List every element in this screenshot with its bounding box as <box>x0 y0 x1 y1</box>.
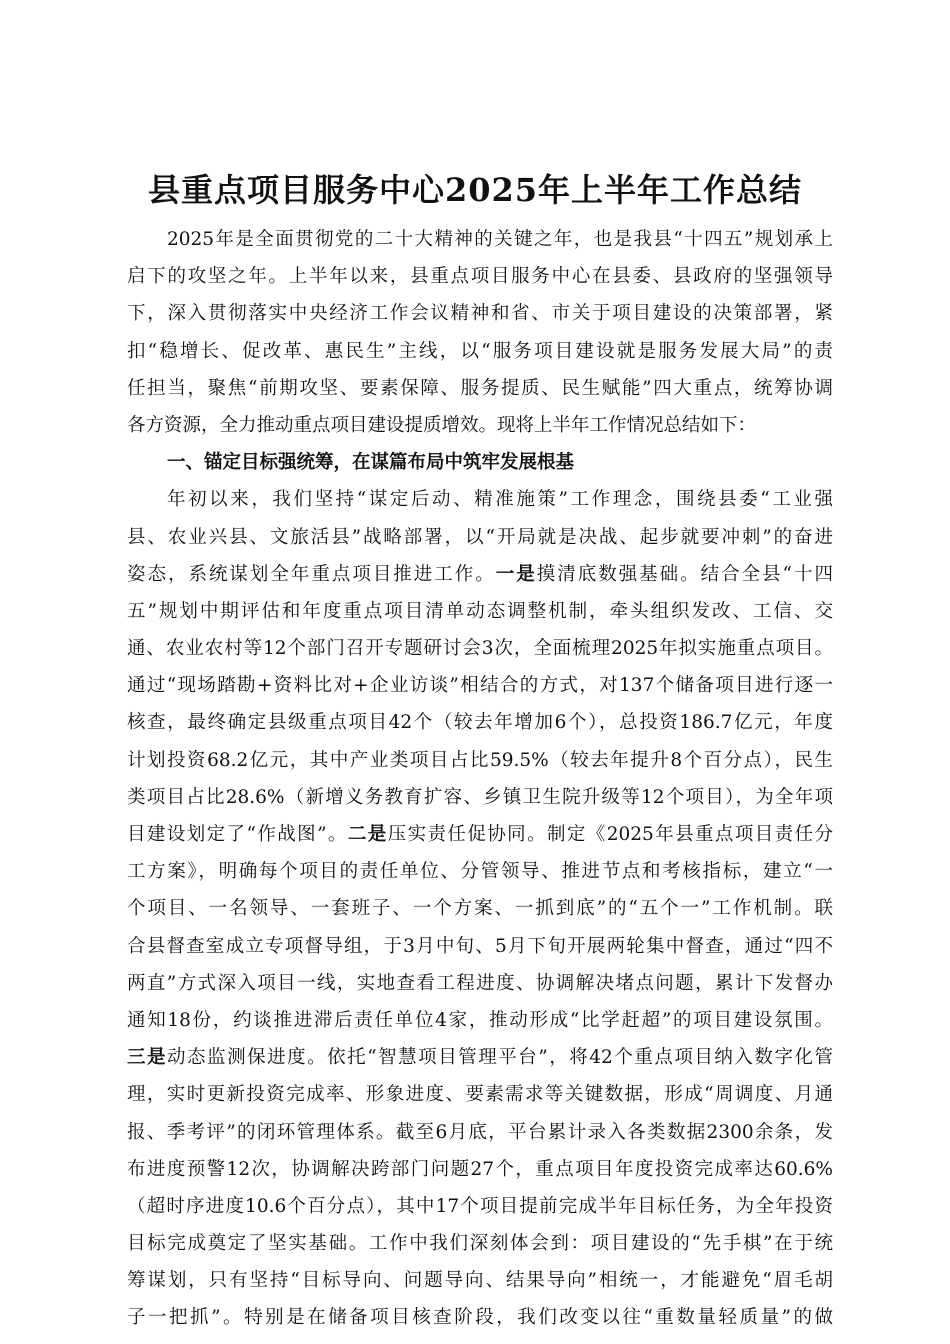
emphasis-label: 二是 <box>347 824 388 845</box>
paragraph-line: 年初以来，我们坚持“谋定后动、精准施策”工作理念，围绕县委“工业强 <box>167 489 833 511</box>
paragraph-line: 通、农业农村等12个部门召开专题研讨会3次，全面梳理2025年拟实施重点项目。 <box>127 638 833 660</box>
text-run: 目建设划定了“作战图”。 <box>127 824 348 845</box>
text-run: 摸清底数强基础。结合全县“十四 <box>536 563 833 585</box>
paragraph-line: 类项目占比28.6%（新增义务教育扩容、乡镇卫生院升级等12个项目），为全年项 <box>127 786 833 808</box>
paragraph-line: 工方案》，明确每个项目的责任单位、分管领导、推进节点和考核指标，建立“一 <box>127 861 833 883</box>
paragraph-line: 县、农业兴县、文旅活县”战略部署，以“开局就是决战、起步就要冲刺”的奋进 <box>127 526 833 548</box>
paragraph-line: 2025年是全面贯彻党的二十大精神的关键之年，也是我县“十四五”规划承上 <box>167 229 833 250</box>
paragraph-line: 计划投资68.2亿元，其中产业类项目占比59.5%（较去年提升8个百分点），民生 <box>127 749 833 771</box>
paragraph-line: 五”规划中期评估和年度重点项目清单动态调整机制，牵头组织发改、工信、交 <box>127 600 833 622</box>
paragraph-line <box>127 556 833 593</box>
paragraph-line: （超时序进度10.6个百分点），其中17个项目提前完成半年目标任务，为全年投资 <box>127 1195 833 1217</box>
paragraph-line: 筹谋划，只有坚持“目标导向、问题导向、结果导向”相统一，才能避免“眉毛胡 <box>127 1270 833 1292</box>
paragraph-line: 目标完成奠定了坚实基础。工作中我们深刻体会到：项目建设的“先手棋”在于统 <box>127 1233 833 1255</box>
paragraph-line: 各方资源，全力推动重点项目建设提质增效。现将上半年工作情况总结如下： <box>127 414 757 436</box>
paragraph-line: 启下的攻坚之年。上半年以来，县重点项目服务中心在县委、县政府的坚强领导 <box>127 266 833 288</box>
paragraph-line: 扣“稳增长、促改革、惠民生”主线，以“服务项目建设就是服务发展大局”的责 <box>127 340 833 362</box>
paragraph-line: 报、季考评”的闭环管理体系。截至6月底，平台累计录入各类数据2300余条，发 <box>127 1121 833 1143</box>
paragraph-line: 个项目、一名领导、一套班子、一个方案、一抓到底”的“五个一”工作机制。联 <box>127 898 833 920</box>
text-run: 动态监测保进度。依托“智慧项目管理平台”，将42个重点项目纳入数字化管 <box>167 1047 833 1069</box>
text-run: 压实责任促协同。制定《2025年县重点项目责任分 <box>387 824 833 845</box>
paragraph-line <box>127 1039 833 1076</box>
paragraph-line <box>127 816 833 853</box>
paragraph-line: 两直”方式深入项目一线，实地查看工程进度、协调解决堵点问题，累计下发督办 <box>127 972 833 994</box>
paragraph-line: 布进度预警12次，协调解决跨部门问题27个，重点项目年度投资完成率达60.6% <box>127 1158 833 1180</box>
paragraph-line: 核查，最终确定县级重点项目42个（较去年增加6个），总投资186.7亿元，年度 <box>127 712 833 734</box>
document-title: 县重点项目服务中心2025年上半年工作总结 <box>147 171 803 209</box>
paragraph-line: 任担当，聚焦“前期攻坚、要素保障、服务提质、民生赋能”四大重点，统筹协调 <box>127 377 833 399</box>
emphasis-label: 三是 <box>127 1047 168 1069</box>
paragraph-line: 合县督查室成立专项督导组，于3月中旬、5月下旬开展两轮集中督查，通过“四不 <box>127 935 833 957</box>
paragraph-line: 通过“现场踏勘+资料比对+企业访谈”相结合的方式，对137个储备项目进行逐一 <box>127 675 833 697</box>
emphasis-label: 一是 <box>495 563 537 585</box>
section-heading: 一、锚定目标强统筹，在谋篇布局中筑牢发展根基 <box>167 452 575 474</box>
text-run: 姿态，系统谋划全年重点项目推进工作。 <box>127 563 496 585</box>
paragraph-line: 通知18份，约谈推进滞后责任单位4家，推动形成“比学赶超”的项目建设氛围。 <box>127 1009 833 1031</box>
paragraph-line: 子一把抓”。特别是在储备项目核查阶段，我们改变以往“重数量轻质量”的做 <box>127 1307 833 1329</box>
paragraph-line: 下，深入贯彻落实中央经济工作会议精神和省、市关于项目建设的决策部署，紧 <box>127 303 833 325</box>
paragraph-line: 理，实时更新投资完成率、形象进度、要素需求等关键数据，形成“周调度、月通 <box>127 1084 833 1106</box>
document-body <box>127 221 833 1337</box>
